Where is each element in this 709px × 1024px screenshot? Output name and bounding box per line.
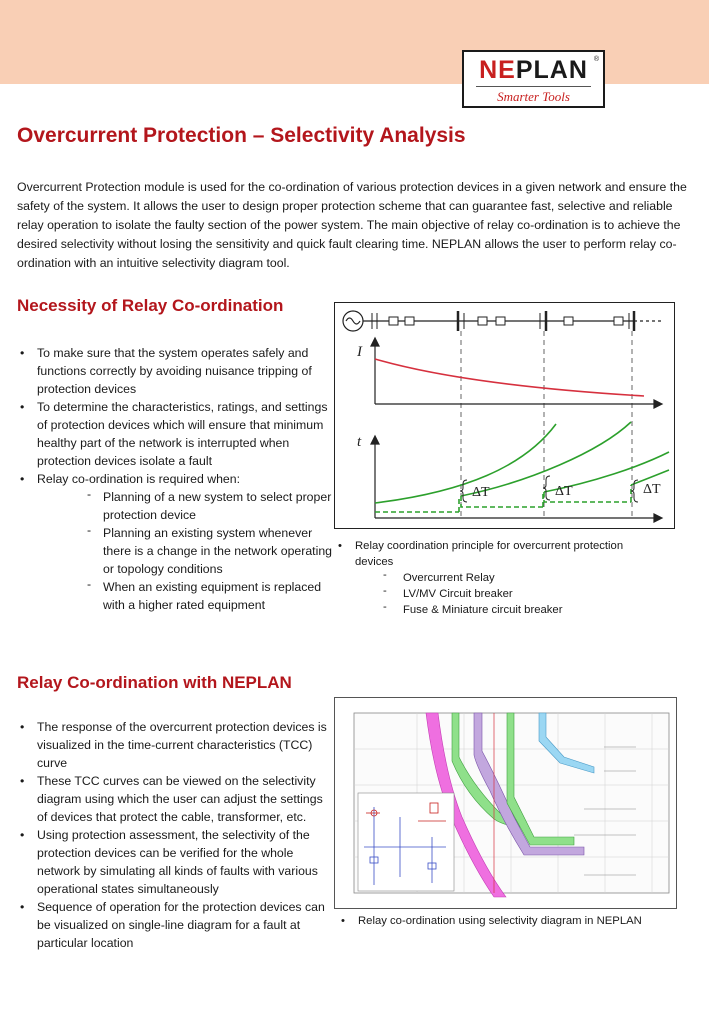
sub-list-item: - Planning an existing system whenever there is a change in the network operating or topology conditions — [37, 524, 332, 578]
relay-coordination-principle-diagram — [334, 302, 675, 529]
intro-paragraph: Overcurrent Protection module is used for the co-ordination of various protection devices in a given network and ensure the safety of the system. It allows the user to design proper protection scheme that can guarantee fast, selective and reliable relay operation to isolate the faulty section of the power system. The main objective of relay co-ordination is to achieve the desired selectivity without losing the sensitivity and quick fault clearing time. NEPLAN allows the user to perform relay co-ordination with an intuitive selectivity diagram tool. — [17, 180, 687, 270]
list-item: • The response of the overcurrent protection devices is visualized in the time-current characteristics (TCC) curve — [17, 718, 332, 772]
list-item: • These TCC curves can be viewed on the selectivity diagram using which the user can adjust the settings of devices that protect the cable, transformer, etc. — [17, 772, 332, 826]
necessity-bullet-list — [17, 344, 332, 614]
selectivity-diagram-screenshot — [334, 697, 677, 909]
caption-list-item: - Fuse & Miniature circuit breaker — [333, 602, 653, 618]
neplan-bullet-list — [17, 718, 332, 952]
list-item: • To determine the characteristics, ratings, and settings of protection devices which will ensure that minimum healthy part of the network is interrupted when protection devices isolate a fault — [17, 398, 332, 470]
single-line-inset — [358, 793, 454, 891]
delta-t-label: ΔT — [643, 482, 661, 497]
delta-t-label: ΔT — [472, 485, 490, 500]
registered-mark: ® — [593, 56, 599, 63]
neplan-logo — [462, 50, 605, 108]
sub-list-item: - When an existing equipment is replaced with a higher rated equipment — [37, 578, 332, 614]
delta-t-label: ΔT — [555, 484, 573, 499]
diagram2-caption — [336, 913, 676, 929]
sub-list — [37, 488, 332, 614]
logo-divider — [476, 86, 591, 87]
axis-label-current: I — [357, 344, 362, 360]
sub-list-item: - Planning of a new system to select proper protection device — [37, 488, 332, 524]
caption-device-list — [333, 570, 653, 618]
caption-list-item: - LV/MV Circuit breaker — [333, 586, 653, 602]
axis-label-time: t — [357, 434, 362, 450]
logo-wordmark: NEPLAN — [479, 56, 588, 84]
diagram1-caption — [333, 538, 653, 618]
list-item: • Sequence of operation for the protection devices can be visualized on single-line diagram for a fault at particular location — [17, 898, 332, 952]
section-heading-necessity: Necessity of Relay Co-ordination — [17, 296, 284, 315]
list-item: • Using protection assessment, the selectivity of the protection devices can be verified for the whole network by simulating all kinds of faults with various operational states simultaneously — [17, 826, 332, 898]
caption-text: • Relay coordination principle for overcurrent protection devices — [333, 538, 653, 570]
page-title: Overcurrent Protection – Selectivity Analysis — [17, 124, 466, 147]
logo-tagline: Smarter Tools — [497, 89, 570, 104]
caption-text: • Relay co-ordination using selectivity diagram in NEPLAN — [336, 913, 676, 929]
list-item: • To make sure that the system operates safely and functions correctly by avoiding nuisance tripping of protection devices — [17, 344, 332, 398]
list-item: • Relay co-ordination is required when: - Planning of a new system to select proper protection device - Planning an existing system whenever there is a change in the network operating or topology conditions - When an existing equipment is replaced with a higher rated equipment — [17, 470, 332, 614]
section-heading-neplan: Relay Co-ordination with NEPLAN — [17, 673, 292, 692]
caption-list-item: - Overcurrent Relay — [333, 570, 653, 586]
